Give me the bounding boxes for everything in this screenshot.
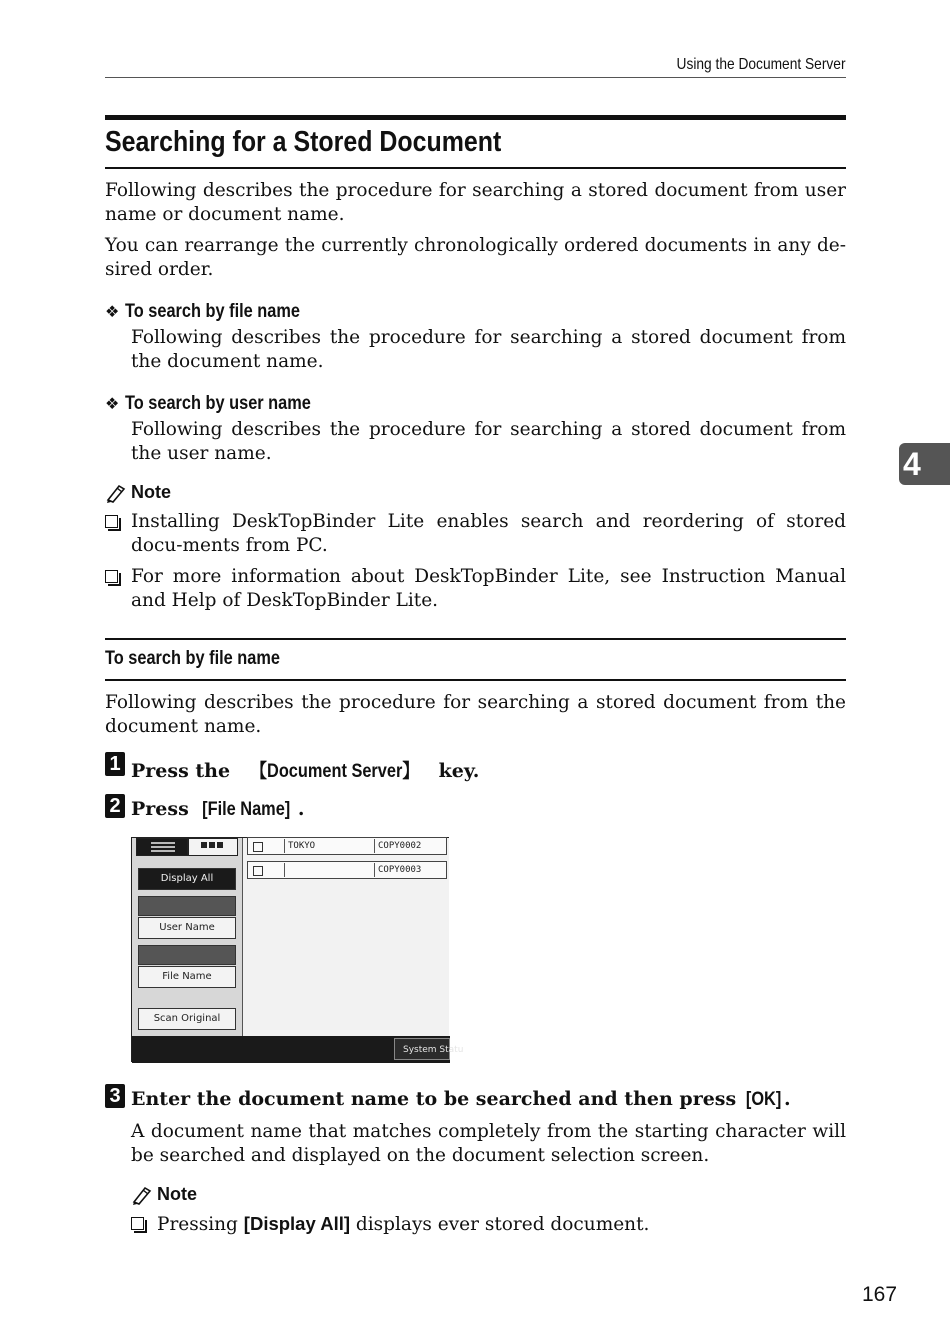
chapter-tab: 4 [899, 443, 950, 485]
running-header: Using the Document Server [676, 56, 846, 73]
section-title: Searching for a Stored Document [105, 126, 502, 158]
step-body: A document name that matches completely from the starting character will be searched and displayed on the document selection screen. [131, 1121, 846, 1166]
device-screenshot [131, 837, 464, 1062]
bullet-heading: ❖ To search by user name [105, 393, 312, 414]
thumbnail-view-icon [189, 839, 237, 855]
column-separator [374, 863, 375, 877]
column-separator [284, 839, 285, 853]
button-shade [138, 945, 236, 965]
user-name-button[interactable]: User Name [138, 917, 236, 939]
step-instruction: Press [File Name] . [131, 798, 305, 820]
step-instruction: Enter the document name to be searched and then press [OK] . [131, 1088, 791, 1110]
document-row[interactable] [247, 861, 447, 879]
system-status-button[interactable]: System Statu [394, 1038, 450, 1060]
note-heading: Note [105, 482, 171, 503]
row-document-name: COPY0002 [378, 841, 422, 851]
screen-status-bar [132, 1036, 464, 1063]
diamond-bullet-icon: ❖ [105, 394, 120, 413]
list-view-toggle[interactable] [136, 838, 188, 856]
step-number: 2 [105, 794, 125, 818]
step-instruction: Press the 【Document Server】 key. [131, 760, 480, 782]
intro-paragraph: Following describes the procedure for searching a stored document from user name or document name. [105, 180, 846, 225]
title-rule-bottom [105, 167, 846, 169]
display-all-button[interactable]: Display All [138, 868, 236, 890]
subsection-rule-bottom [105, 679, 846, 681]
row-document-name: COPY0003 [378, 865, 422, 875]
intro-paragraph: You can rearrange the currently chronologically ordered documents in any de-sired order. [105, 235, 846, 280]
checkbox-bullet-icon [105, 515, 118, 528]
file-name-button[interactable]: File Name [138, 966, 236, 988]
title-rule-top [105, 115, 846, 120]
note-item: For more information about DeskTopBinder Lite, see Instruction Manual and Help of DeskTopBinder Lite. [105, 565, 846, 613]
list-view-icon [137, 839, 187, 855]
screen-left-panel [132, 838, 243, 1036]
step-number: 1 [105, 752, 125, 776]
document-icon [253, 866, 263, 876]
bullet-body: Following describes the procedure for searching a stored document from the user name. [131, 419, 846, 464]
header-rule [105, 77, 846, 78]
subsection-rule-top [105, 638, 846, 640]
page-number: 167 [862, 1283, 898, 1306]
pencil-icon [105, 483, 127, 503]
bullet-heading: ❖ To search by file name [105, 301, 301, 322]
button-shade [138, 896, 236, 916]
note-item: Installing DeskTopBinder Lite enables search and reordering of stored docu-ments from PC. [105, 510, 846, 558]
document-row[interactable] [247, 837, 447, 855]
pencil-icon [131, 1185, 153, 1205]
note-heading: Note [131, 1184, 197, 1205]
row-user-name: TOKYO [288, 841, 316, 851]
thumbnail-view-toggle[interactable] [188, 838, 238, 856]
bullet-body: Following describes the procedure for searching a stored document from the document name. [131, 327, 846, 372]
scan-original-button[interactable]: Scan Original [138, 1008, 236, 1030]
checkbox-bullet-icon [131, 1217, 144, 1230]
document-icon [253, 842, 263, 852]
checkbox-bullet-icon [105, 570, 118, 583]
diamond-bullet-icon: ❖ [105, 302, 120, 321]
column-separator [374, 839, 375, 853]
note-item: Pressing [Display All] displays ever stored document. [131, 1212, 846, 1237]
column-separator [284, 863, 285, 877]
subsection-title: To search by file name [105, 648, 280, 669]
document-list [243, 838, 449, 1036]
subsection-intro: Following describes the procedure for searching a stored document from the document name. [105, 692, 846, 737]
step-number: 3 [105, 1084, 125, 1108]
